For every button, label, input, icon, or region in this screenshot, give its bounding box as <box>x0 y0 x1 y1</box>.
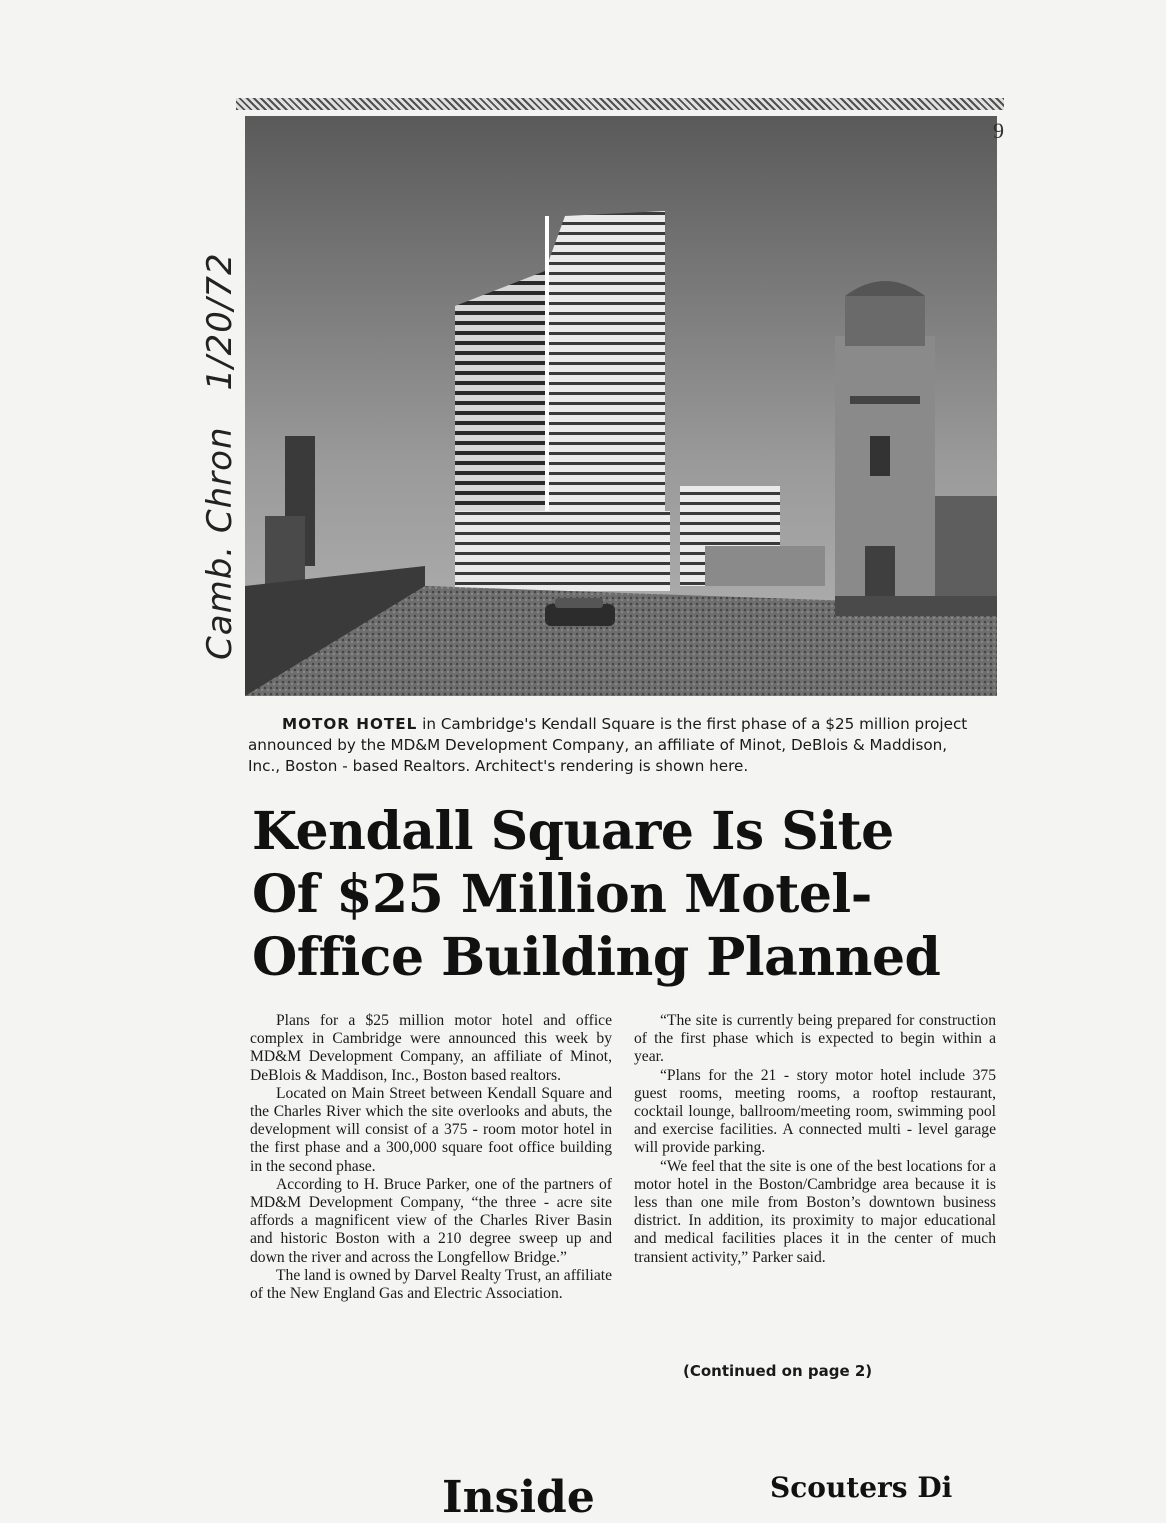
article-headline <box>252 800 972 989</box>
article-column-left <box>250 1012 612 1303</box>
caption-lead: MOTOR HOTEL <box>282 715 418 733</box>
caption-line-1-rest: in Cambridge's Kendall Square is the first phase of a $25 million project <box>417 715 968 733</box>
headline-line-1: Kendall Square Is Site <box>252 801 894 862</box>
caption-line-2: announced by the MD&M Development Company, an affiliate of Minot, DeBlois & Maddison, <box>248 736 948 754</box>
handwritten-annotation <box>200 252 240 660</box>
caption-line-1 <box>248 714 988 735</box>
photo-caption <box>248 714 988 777</box>
page-number: 9 <box>993 118 1004 143</box>
headline-line-3: Office Building Planned <box>252 927 941 988</box>
article-paragraph: Located on Main Street between Kendall Square and the Charles River which the site overlooks and abuts, the development will consist of a 375 - room motor hotel in the first phase and a 300,000 square foot office building in the second phase. <box>250 1084 612 1175</box>
article-column-right <box>634 1012 996 1267</box>
architectural-rendering-image <box>245 116 997 696</box>
continued-notice: (Continued on page 2) <box>683 1362 873 1380</box>
handwritten-date: 1/20/72 <box>200 252 240 391</box>
handwritten-source: Camb. Chron <box>200 426 240 660</box>
article-paragraph: “The site is currently being prepared for construction of the first phase which is expected to begin within a year. <box>634 1012 996 1066</box>
decorative-border-strip <box>236 98 1004 110</box>
article-paragraph: According to H. Bruce Parker, one of the partners of MD&M Development Company, “the three - acre site affords a magnificent view of the Charles River Basin and historic Boston with a 210 degree sweep up and down the river and across the Longfellow Bridge.” <box>250 1175 612 1266</box>
article-paragraph: “Plans for the 21 - story motor hotel include 375 guest rooms, meeting rooms, a rooftop restaurant, cocktail lounge, ballroom/meeting room, swimming pool and exercise facilities. A connected multi - level garage will provide parking. <box>634 1066 996 1157</box>
article-paragraph: “We feel that the site is one of the best locations for a motor hotel in the Boston/Cambridge area because it is less than one mile from Boston’s downtown business district. In addition, its proximity to major educational and medical facilities places it in the center of much transient activity,” Parker said. <box>634 1157 996 1266</box>
next-headline-right: Scouters Di <box>770 1471 953 1504</box>
article-paragraph: Plans for a $25 million motor hotel and office complex in Cambridge were announced this week by MD&M Development Company, an affiliate of Minot, DeBlois & Maddison, Inc., Boston based realtors. <box>250 1012 612 1084</box>
next-headline-left: Inside <box>442 1472 595 1523</box>
headline-line-2: Of $25 Million Motel- <box>252 864 872 925</box>
article-paragraph: The land is owned by Darvel Realty Trust, an affiliate of the New England Gas and Electric Association. <box>250 1266 612 1303</box>
caption-line-3: Inc., Boston - based Realtors. Architect's rendering is shown here. <box>248 757 749 775</box>
